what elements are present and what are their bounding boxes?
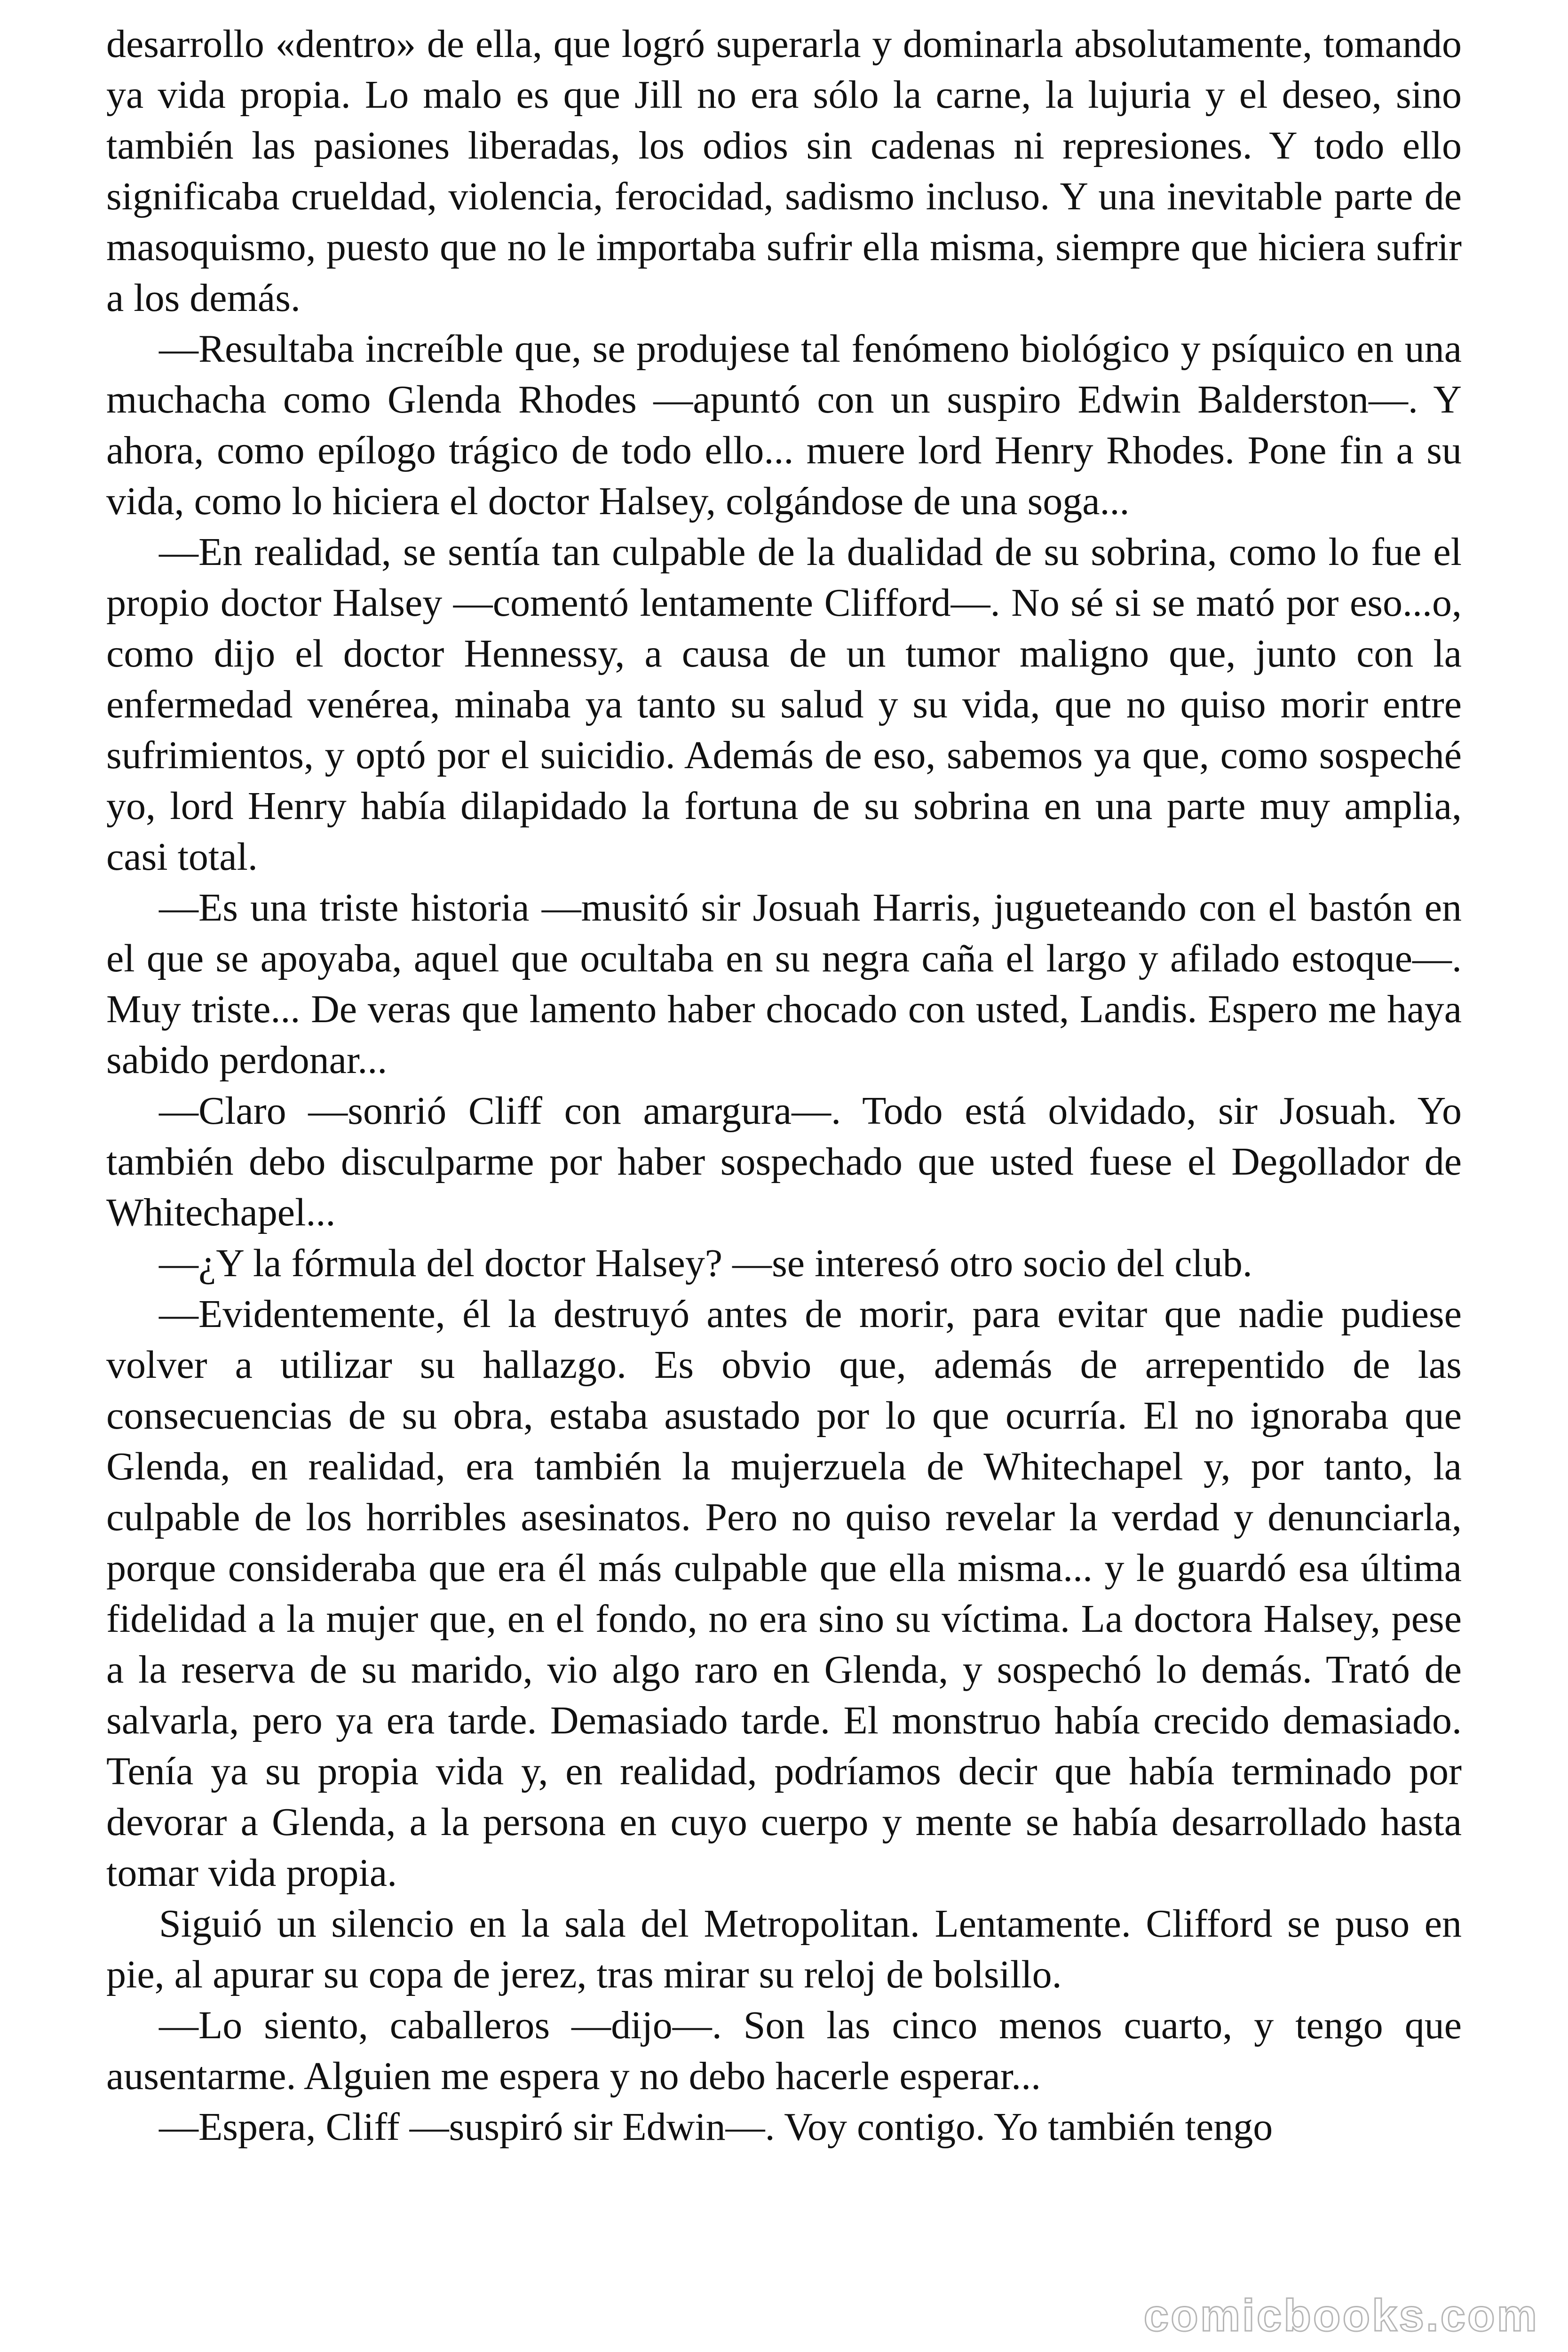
page-body: [106, 19, 1462, 2153]
paragraph-3: —En realidad, se sentía tan culpable de la dualidad de su sobrina, como lo fue el propio doctor Halsey —comentó lentamente Clifford—. No sé si se mató por eso...o, como dijo el doctor Hennessy, a causa de un tumor maligno que, junto con la enfermedad venérea, minaba ya tanto su salud y su vida, que no quiso morir entre sufrimientos, y optó por el suicidio. Además de eso, sabemos ya que, como sospeché yo, lord Henry había dilapidado la fortuna de su sobrina en una parte muy amplia, casi total.: [106, 530, 1462, 879]
paragraph-2: —Resultaba increíble que, se produjese tal fenómeno biológico y psíquico en una muchacha como Glenda Rhodes —apuntó con un suspiro Edwin Balderston—. Y ahora, como epílogo trágico de todo ello... muere lord Henry Rhodes. Pone fin a su vida, como lo hiciera el doctor Halsey, colgándose de una soga...: [106, 327, 1462, 523]
watermark: comicbooks.com: [1143, 2290, 1539, 2341]
paragraph-5: —Claro —sonrió Cliff con amargura—. Todo está olvidado, sir Josuah. Yo también debo disculparme por haber sospechado que usted fuese el Degollador de Whitechapel...: [106, 1089, 1462, 1234]
paragraph-6: —¿Y la fórmula del doctor Halsey? —se interesó otro socio del club.: [159, 1241, 1252, 1285]
paragraph-7: —Evidentemente, él la destruyó antes de morir, para evitar que nadie pudiese volver a utilizar su hallazgo. Es obvio que, además de arrepentido de las consecuencias de su obra, estaba asustado por lo que ocurría. El no ignoraba que Glenda, en realidad, era también la mujerzuela de Whitechapel y, por tanto, la culpable de los horribles asesinatos. Pero no quiso revelar la verdad y denunciarla, porque consideraba que era él más culpable que ella misma... y le guardó esa última fidelidad a la mujer que, en el fondo, no era sino su víctima. La doctora Halsey, pese a la reserva de su marido, vio algo raro en Glenda, y sospechó lo demás. Trató de salvarla, pero ya era tarde. Demasiado tarde. El monstruo había crecido demasiado. Tenía ya su propia vida y, en realidad, podríamos decir que había terminado por devorar a Glenda, a la persona en cuyo cuerpo y mente se había desarrollado hasta tomar vida propia.: [106, 1292, 1462, 1895]
paragraph-8: Siguió un silencio en la sala del Metropolitan. Lentamente. Clifford se puso en pie, al apurar su copa de jerez, tras mirar su reloj de bolsillo.: [106, 1902, 1462, 1996]
paragraph-1: desarrollo «dentro» de ella, que logró superarla y dominarla absolutamente, tomando ya vida propia. Lo malo es que Jill no era sólo la carne, la lujuria y el deseo, sino también las pasiones liberadas, los odios sin cadenas ni represiones. Y todo ello significaba crueldad, violencia, ferocidad, sadismo incluso. Y una inevitable parte de masoquismo, puesto que no le importaba sufrir ella misma, siempre que hiciera sufrir a los demás.: [106, 22, 1462, 320]
paragraph-10: —Espera, Cliff —suspiró sir Edwin—. Voy contigo. Yo también tengo: [159, 2105, 1273, 2149]
paragraph-9: —Lo siento, caballeros —dijo—. Son las cinco menos cuarto, y tengo que ausentarme. Alguien me espera y no debo hacerle esperar...: [106, 2003, 1462, 2098]
paragraph-4: —Es una triste historia —musitó sir Josuah Harris, jugueteando con el bastón en el que se apoyaba, aquel que ocultaba en su negra caña el largo y afilado estoque—. Muy triste... De veras que lamento haber chocado con usted, Landis. Espero me haya sabido perdonar...: [106, 886, 1462, 1082]
